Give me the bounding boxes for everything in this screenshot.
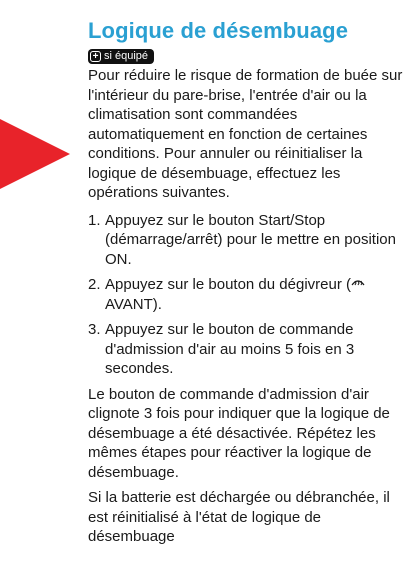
step-number: 2. [88,276,101,293]
list-item [88,275,406,314]
battery-paragraph: Si la batterie est déchargée ou débranchée, il est réinitialisé à l'état de logique de désembuage [88,489,390,545]
section-title: Logique de désembuage [88,18,349,43]
result-paragraph: Le bouton de commande d'admission d'air clignote 3 fois pour indiquer que la logique de désembuage a été désactivée. Répétez les mêmes étapes pour réactiver la logique de désembuage. [88,385,390,481]
list-item [88,320,406,379]
step-text-before: Appuyez sur le bouton du dégivreur ( [105,276,351,293]
steps-list [88,211,406,379]
manual-section [88,16,406,547]
red-pointer-arrow [0,119,70,189]
front-defrost-icon [351,275,365,295]
step-text: Appuyez sur le bouton de commande d'admission d'air au moins 5 fois en 3 secondes. [105,321,355,377]
plus-icon: + [90,51,101,62]
step-text: Appuyez sur le bouton Start/Stop (démarrage/arrêt) pour le mettre en position ON. [105,211,396,268]
list-item [88,211,406,270]
intro-paragraph: Pour réduire le risque de formation de buée sur l'intérieur du pare-brise, l'entrée d'air ou la climatisation sont commandées automatiquement en fonction de certaines conditions. Pour annuler ou réinitialiser la logique de désembuage, effectuez les opérations suivantes. [88,67,403,201]
step-number: 3. [88,321,101,338]
badge-label: si équipé [104,50,149,62]
step-text-after: AVANT). [105,295,162,313]
equipped-badge [88,49,154,64]
step-number: 1. [88,211,101,229]
step-text [105,275,406,314]
